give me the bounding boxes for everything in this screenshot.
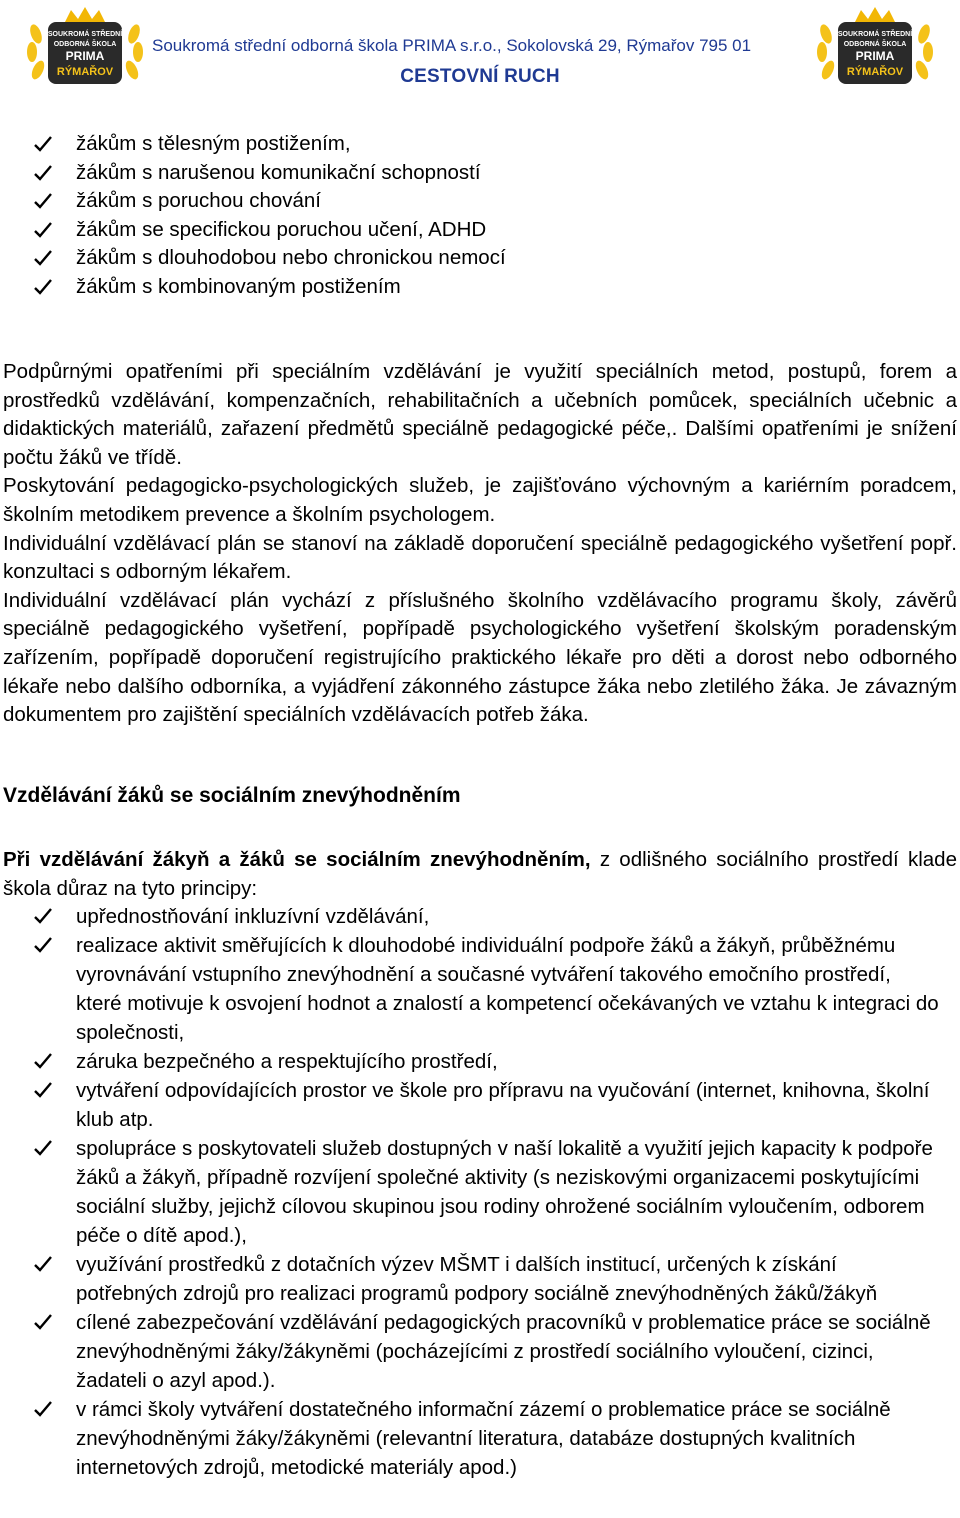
principles-list: [0, 902, 940, 1482]
list-item-text: cílené zabezpečování vzdělávání pedagogických pracovníků v problematice práce se sociálně znevýhodněnými žáky/žákyněmi (pocházejícími z prostředí sociálního vyloučení, cizinci, žadateli o azyl apod.).: [76, 1311, 931, 1392]
logo-line-1: SOUKROMÁ STŘEDNÍ: [47, 31, 123, 38]
list-item: [0, 130, 940, 159]
checkmark-icon: [34, 908, 52, 924]
list-item-text: žákům s kombinovaným postižením: [76, 274, 401, 298]
section-heading: Vzdělávání žáků se sociálním znevýhodněním: [3, 784, 461, 807]
checkmark-icon: [34, 1256, 52, 1272]
checkmark-icon: [34, 1314, 52, 1330]
intro-paragraph: [3, 846, 957, 903]
list-item-text: spolupráce s poskytovateli služeb dostupných v naší lokalitě a využití jejich kapacity k podpoře žáků a žákyň, případně rozvíjení společné aktivity (s neziskovými organizacemi poskytujícími sociální služby, jejichž cílovou skupinou jsou rodiny ohrožené sociálním vyloučením, odborem péče o dítě apod.),: [76, 1137, 933, 1247]
list-item: [0, 931, 940, 1047]
paragraph: Poskytování pedagogicko-psychologických služeb, je zajišťováno výchovným a kariérním poradcem, školním metodikem prevence a školním psychologem.: [3, 474, 957, 526]
list-item-text: vytváření odpovídajících prostor ve škole pro přípravu na vyučování (internet, knihovna, školní klub atp.: [76, 1079, 930, 1131]
checkmark-icon: [34, 165, 52, 181]
list-item: [0, 187, 940, 216]
list-item: [0, 1308, 940, 1395]
list-item-text: žákům s poruchou chování: [76, 189, 321, 212]
checkmark-icon: [34, 1401, 52, 1417]
list-item-text: v rámci školy vytváření dostatečného informační zázemí o problematice práce se sociálně znevýhodněnými žáky/žákyněmi (relevantní literatura, databáze dostupných kvalitních internetových zdrojů, metodické materiály apod.): [76, 1398, 891, 1479]
list-item-text: žákům s narušenou komunikační schopností: [76, 160, 481, 184]
checkmark-icon: [34, 136, 52, 152]
list-item-text: žákům se specifickou poruchou učení, ADHD: [76, 217, 487, 241]
checkmark-icon: [34, 1082, 52, 1098]
list-item: [0, 1076, 940, 1134]
logo-line-3: PRIMA: [65, 49, 105, 63]
list-item: [0, 244, 940, 273]
list-item: [0, 216, 940, 245]
list-item: [0, 159, 940, 188]
checkmark-icon: [34, 222, 52, 238]
list-item: [0, 1395, 940, 1482]
checkmark-icon: [34, 937, 52, 953]
list-item: [0, 1134, 940, 1250]
page-header: [0, 0, 960, 100]
logo-line-4: RÝMAŘOV: [846, 66, 904, 78]
list-item: [0, 1250, 940, 1308]
checkmark-icon: [34, 279, 52, 295]
list-item: [0, 1047, 940, 1076]
paragraph: Podpůrnými opatřeními při speciálním vzdělávání je využití speciálních metod, postupů, forem a prostředků vzdělávání, kompenzačních, rehabilitačních a učebních pomůcek, speciálních učebnic a didaktických materiálů, zařazení předmětů speciálně pedagogické péče,. Dalšími opatřeními je snížení počtu žáků ve třídě.: [3, 360, 957, 469]
list-item-text: realizace aktivit směřujících k dlouhodobé individuální podpoře žáků a žákyň, průběžnému vyrovnávání vstupního znevýhodnění a současné vytváření takového emočního prostředí, které motivuje k osvojení hodnot a znalostí a kompetencí očekávaných ve vztahu k integraci do společnosti,: [76, 934, 939, 1044]
list-item-text: záruka bezpečného a respektujícího prostředí,: [76, 1050, 498, 1073]
checkmark-icon: [34, 1053, 52, 1069]
list-item-text: žákům s dlouhodobou nebo chronickou nemocí: [76, 246, 506, 269]
crown-icon: [65, 7, 105, 22]
logo-line-4: RÝMAŘOV: [56, 66, 114, 78]
list-item: [0, 902, 940, 931]
logo-line-3: PRIMA: [855, 49, 895, 63]
logo-line-2: ODBORNÁ ŠKOLA: [53, 41, 117, 48]
list-item-text: žákům s tělesným postižením,: [76, 132, 351, 155]
department-title: CESTOVNÍ RUCH: [400, 66, 560, 87]
checkmark-icon: [34, 193, 52, 209]
checkmark-icon: [34, 250, 52, 266]
list-item: [0, 273, 940, 302]
intro-rest: z odlišného sociálního prostředí klade škola důraz na tyto principy:: [3, 848, 957, 900]
school-address: Soukromá střední odborná škola PRIMA s.r.o., Sokolovská 29, Rýmařov 795 01: [152, 36, 752, 55]
intro-bold: Při vzdělávání žákyň a žáků se sociálním znevýhodněním,: [3, 848, 591, 871]
school-logo: [814, 4, 936, 90]
paragraph: Individuální vzdělávací plán se stanoví na základě doporučení speciálně pedagogického vyšetření popř. konzultaci s odborným lékařem.: [3, 531, 957, 584]
crown-icon: [855, 7, 895, 22]
logo-line-1: SOUKROMÁ STŘEDNÍ: [837, 31, 913, 38]
support-measures-text: [3, 358, 957, 730]
disability-list: [0, 130, 940, 301]
list-item-text: upřednostňování inkluzívní vzdělávání,: [76, 905, 430, 928]
logo-line-2: ODBORNÁ ŠKOLA: [843, 41, 907, 48]
paragraph: Individuální vzdělávací plán vychází z příslušného školního vzdělávacího programu školy, závěrů speciálně pedagogického vyšetření, popřípadě psychologického vyšetření školským poradenským zařízením, popřípadě doporučení registrujícího praktického lékaře pro děti a dorost nebo odborného lékaře nebo dalšího odborníka, a vyjádření zákonného zástupce žáka nebo zletilého žáka. Je závazným dokumentem pro zajištění speciálních vzdělávacích potřeb žáka.: [3, 588, 957, 727]
checkmark-icon: [34, 1140, 52, 1156]
list-item-text: využívání prostředků z dotačních výzev MŠMT i dalších institucí, určených k získání potřebných zdrojů pro realizaci programů podpory sociálně znevýhodněných žáků/žákyň: [76, 1253, 878, 1305]
